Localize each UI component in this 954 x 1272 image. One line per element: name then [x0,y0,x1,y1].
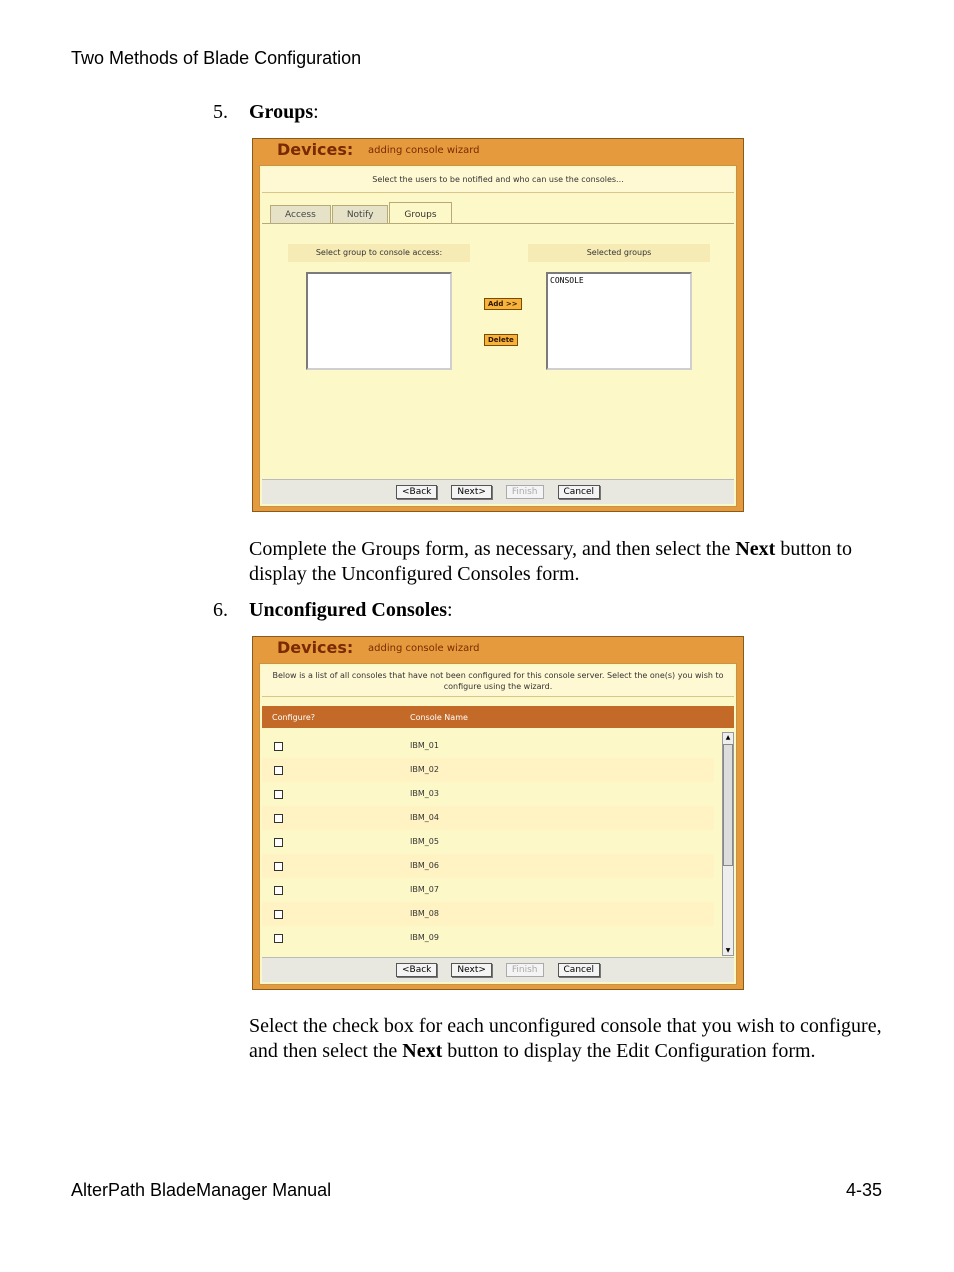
para1-bold: Next [735,538,776,560]
console-name: IBM_01 [410,741,439,750]
wizard-title: Devices: [277,140,354,159]
tab-divider [262,223,734,224]
table-row [262,854,714,878]
console-checkbox[interactable] [274,862,283,871]
selected-groups-list[interactable] [546,272,692,370]
wizard-titlebar [253,139,743,165]
paragraph-2 [249,1014,889,1064]
wizard-subtitle: adding console wizard [368,643,480,654]
table-row [262,806,714,830]
para2-text-b: button to display the Edit Configuration form. [442,1040,816,1062]
wizard-button-bar [262,479,734,504]
delete-button[interactable]: Delete [484,334,518,346]
console-name: IBM_07 [410,885,439,894]
paragraph-1 [249,537,889,587]
para1-text-a: Complete the Groups form, as necessary, and then select the [249,538,736,560]
add-button[interactable]: Add >> [484,298,522,310]
back-button[interactable]: <Back [396,485,437,499]
table-scrollbar[interactable] [722,732,734,956]
group-list-label: Select group to console access: [288,244,470,262]
table-row [262,758,714,782]
console-checkbox[interactable] [274,766,283,775]
finish-button[interactable]: Finish [506,485,544,499]
page-number: 4-35 [845,1180,882,1200]
finish-button[interactable]: Finish [506,963,544,977]
table-row [262,734,714,758]
console-name: IBM_05 [410,837,439,846]
console-name: IBM_02 [410,765,439,774]
step-colon: : [313,101,319,123]
page-header: Two Methods of Blade Configuration [71,48,362,68]
console-checkbox[interactable] [274,790,283,799]
groups-screenshot [252,138,744,512]
cancel-button[interactable]: Cancel [558,485,601,499]
step-title: Groups [249,101,314,123]
wizard-title: Devices: [277,638,354,657]
unconfigured-consoles-screenshot [252,636,744,990]
console-name: IBM_04 [410,813,439,822]
para2-text-a: Select the check box for each unconfigured console that you wish to configure, and then select the [249,1015,882,1062]
console-checkbox[interactable] [274,934,283,943]
wizard-body [259,663,737,985]
table-row [262,782,714,806]
back-button[interactable]: <Back [396,963,437,977]
next-button[interactable]: Next> [451,963,492,977]
tab-groups[interactable]: Groups [389,202,451,223]
step-6 [213,599,453,622]
para1-text-b: button to display the Unconfigured Consoles form. [249,538,852,585]
available-groups-list[interactable] [306,272,452,370]
scroll-down-icon[interactable]: ▼ [725,947,731,954]
tab-access[interactable]: Access [270,205,331,223]
table-row [262,926,714,950]
console-name: IBM_03 [410,789,439,798]
step-number: 6. [213,599,228,621]
selected-groups-label: Selected groups [528,244,710,262]
wizard-titlebar [253,637,743,663]
console-checkbox[interactable] [274,910,283,919]
tab-notify[interactable]: Notify [332,205,389,223]
console-checkbox[interactable] [274,886,283,895]
console-table [262,734,714,950]
wizard-message: Select the users to be notified and who can use the consoles... [262,168,734,193]
console-name: IBM_09 [410,933,439,942]
selected-group-item[interactable]: CONSOLE [550,276,584,285]
step-title: Unconfigured Consoles [249,599,447,621]
footer-title: AlterPath BladeManager Manual [71,1180,332,1200]
console-checkbox[interactable] [274,814,283,823]
col-configure: Configure? [272,713,316,722]
step-number: 5. [213,101,228,123]
console-checkbox[interactable] [274,838,283,847]
table-header [262,706,734,728]
step-colon: : [447,599,453,621]
tab-bar [270,202,453,223]
col-console-name: Console Name [410,713,468,722]
table-row [262,878,714,902]
cancel-button[interactable]: Cancel [558,963,601,977]
scrollbar-thumb[interactable] [723,744,733,866]
wizard-subtitle: adding console wizard [368,145,480,156]
table-row [262,830,714,854]
wizard-body [259,165,737,507]
console-checkbox[interactable] [274,742,283,751]
wizard-message: Below is a list of all consoles that have not been configured for this console server. Select the one(s) you wish to configure using the wizard. [262,666,734,697]
para2-bold: Next [402,1040,443,1062]
console-name: IBM_08 [410,909,439,918]
console-name: IBM_06 [410,861,439,870]
next-button[interactable]: Next> [451,485,492,499]
table-row [262,902,714,926]
wizard-button-bar [262,957,734,982]
step-5 [213,101,319,124]
scroll-up-icon[interactable]: ▲ [725,734,731,741]
